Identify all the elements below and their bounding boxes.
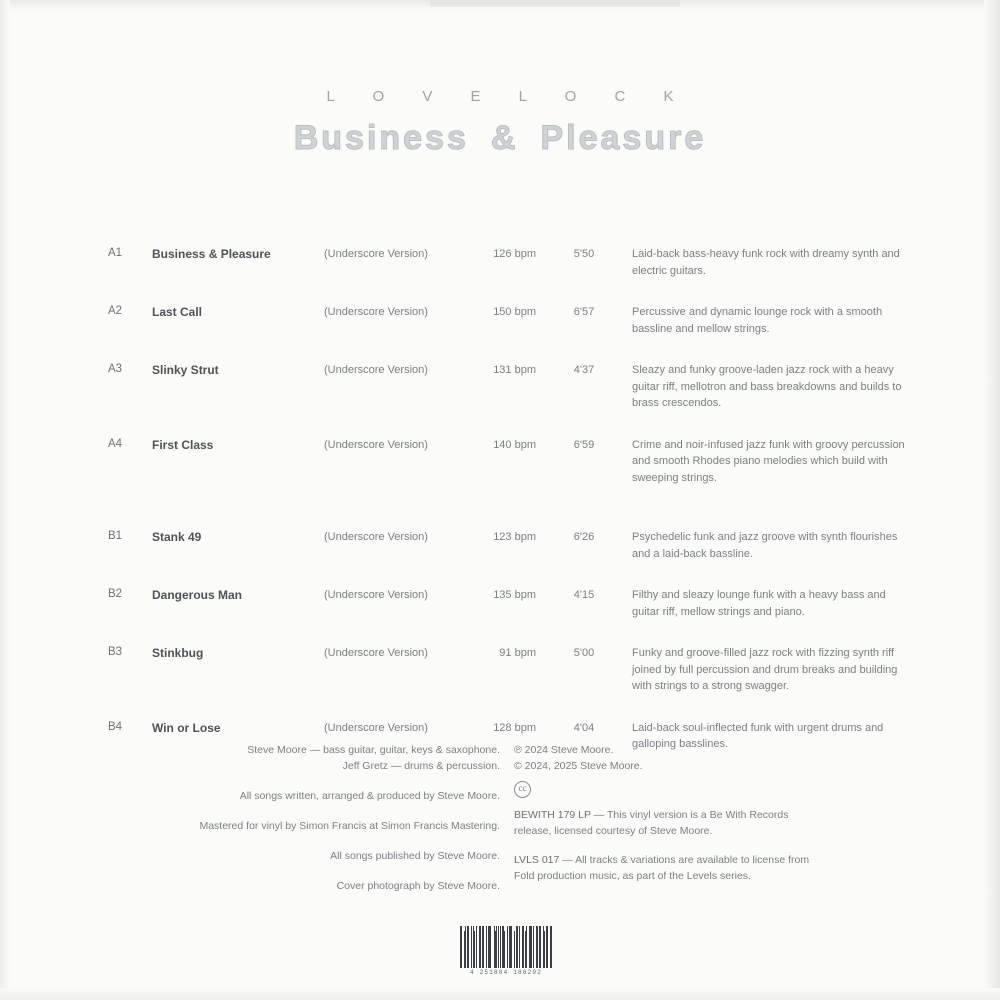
catalog-number-licensing: LVLS 017	[514, 854, 560, 866]
credit-line: Mastered for vinyl by Simon Francis at Simon Francis Mastering.	[199, 820, 500, 832]
track-version: (Underscore Version)	[324, 647, 428, 659]
track-bpm: 131 bpm	[493, 364, 536, 376]
credit-line: Cover photograph by Steve Moore.	[336, 880, 500, 892]
album-title-part2: Pleasure	[540, 119, 707, 157]
track-description: Laid-back soul-inflected funk with urgent drums and galloping basslines.	[632, 721, 884, 750]
credit-line: Jeff Gretz — drums & percussion.	[342, 760, 500, 772]
track-title: Dangerous Man	[152, 588, 243, 602]
track-id: B4	[108, 720, 123, 733]
track-version: (Underscore Version)	[324, 306, 428, 318]
copyright: © 2024, 2025 Steve Moore.	[514, 760, 643, 772]
track-title: Stank 49	[152, 530, 202, 544]
release-info-licensing	[514, 852, 908, 884]
track-bpm: 150 bpm	[493, 306, 536, 318]
track-title: Last Call	[152, 305, 203, 319]
album-title-ampersand: &	[490, 119, 519, 157]
track-version: (Underscore Version)	[324, 531, 428, 543]
track-id: B2	[108, 588, 123, 600]
track-description: Laid-back bass-heavy funk rock with dreamy synth and electric guitars.	[632, 248, 900, 277]
release-info-vinyl	[514, 807, 908, 839]
track-bpm: 126 bpm	[493, 248, 536, 260]
credit-line: All songs published by Steve Moore.	[330, 850, 500, 862]
artist-name: L O V E L O C K	[326, 88, 691, 105]
phonographic-copyright: ℗ 2024 Steve Moore.	[514, 744, 614, 756]
track-title: Business & Pleasure	[152, 247, 271, 261]
track-bpm: 140 bpm	[493, 438, 536, 451]
track-row	[108, 238, 908, 279]
track-row	[108, 429, 908, 487]
track-id: A2	[108, 305, 123, 317]
track-description: Psychedelic funk and jazz groove with synth flourishes and a laid-back bassline.	[632, 531, 898, 560]
track-bpm: 128 bpm	[493, 721, 536, 734]
credits-personnel	[108, 742, 510, 894]
track-description: Filthy and sleazy lounge funk with a heavy bass and guitar riff, mellow strings and piano.	[632, 589, 886, 618]
track-version: (Underscore Version)	[324, 589, 428, 601]
track-duration: 6'57	[573, 306, 595, 318]
album-title	[0, 119, 1000, 158]
track-id: A1	[108, 247, 123, 259]
sleeve-bottom-edge	[0, 988, 1000, 1000]
credit-line: Steve Moore — bass guitar, guitar, keys & saxophone.	[247, 744, 500, 756]
album-title-part1: Business	[293, 119, 469, 157]
track-duration: 6'26	[573, 531, 595, 543]
track-bpm: 91 bpm	[499, 647, 536, 659]
track-id: B3	[108, 646, 123, 658]
barcode	[460, 926, 552, 968]
barcode-number: 4 251804 186292	[469, 969, 542, 976]
track-bpm: 135 bpm	[493, 589, 536, 601]
credits-section	[108, 742, 908, 894]
track-version: (Underscore Version)	[324, 364, 428, 376]
track-duration: 5'50	[573, 248, 595, 260]
credit-line: All songs written, arranged & produced by Steve Moore.	[239, 790, 500, 802]
track-row	[108, 579, 908, 620]
track-version: (Underscore Version)	[324, 248, 428, 260]
barcode-area	[460, 926, 552, 976]
cover-header	[0, 88, 1000, 158]
track-description: Percussive and dynamic lounge rock with a smooth bassline and mellow strings.	[632, 306, 883, 335]
release-note-vinyl: — This vinyl version is a Be With Records release, licensed courtesy of Steve Moore.	[514, 809, 789, 837]
track-bpm: 123 bpm	[493, 531, 536, 543]
track-id: A3	[108, 363, 123, 375]
release-note-licensing: — All tracks & variations are available to license from Fold production music, as part of the Levels series.	[514, 854, 810, 882]
track-title: Win or Lose	[152, 720, 221, 735]
track-title: Slinky Strut	[152, 363, 219, 377]
creative-commons-icon: cc	[514, 781, 531, 798]
track-row	[108, 637, 908, 695]
track-duration: 4'37	[573, 364, 595, 376]
track-duration: 4'15	[573, 589, 595, 601]
sleeve-seam	[430, 0, 680, 7]
tracklist	[108, 238, 908, 770]
track-description: Sleazy and funky groove-laden jazz rock with a heavy guitar riff, mellotron and bass breakdowns and builds to brass crescendos.	[632, 364, 902, 409]
track-duration: 5'00	[573, 647, 595, 659]
track-description: Crime and noir-infused jazz funk with groovy percussion and smooth Rhodes piano melodies which build with sweeping strings.	[632, 438, 905, 484]
track-version: (Underscore Version)	[324, 438, 428, 451]
track-row	[108, 354, 908, 412]
track-id: B1	[108, 530, 123, 542]
track-id: A4	[108, 437, 123, 450]
track-title: First Class	[152, 437, 214, 452]
track-description: Funky and groove-filled jazz rock with fizzing synth riff joined by full percussion and drum breaks and building with strings to a strong swagger.	[632, 647, 898, 692]
track-version: (Underscore Version)	[324, 721, 428, 734]
catalog-number-vinyl: BEWITH 179 LP	[514, 809, 591, 821]
track-duration: 4'04	[573, 721, 595, 734]
track-row	[108, 296, 908, 337]
track-row	[108, 521, 908, 562]
credits-release-info	[510, 742, 908, 894]
track-title: Stinkbug	[152, 646, 204, 660]
track-duration: 6'59	[573, 438, 595, 451]
